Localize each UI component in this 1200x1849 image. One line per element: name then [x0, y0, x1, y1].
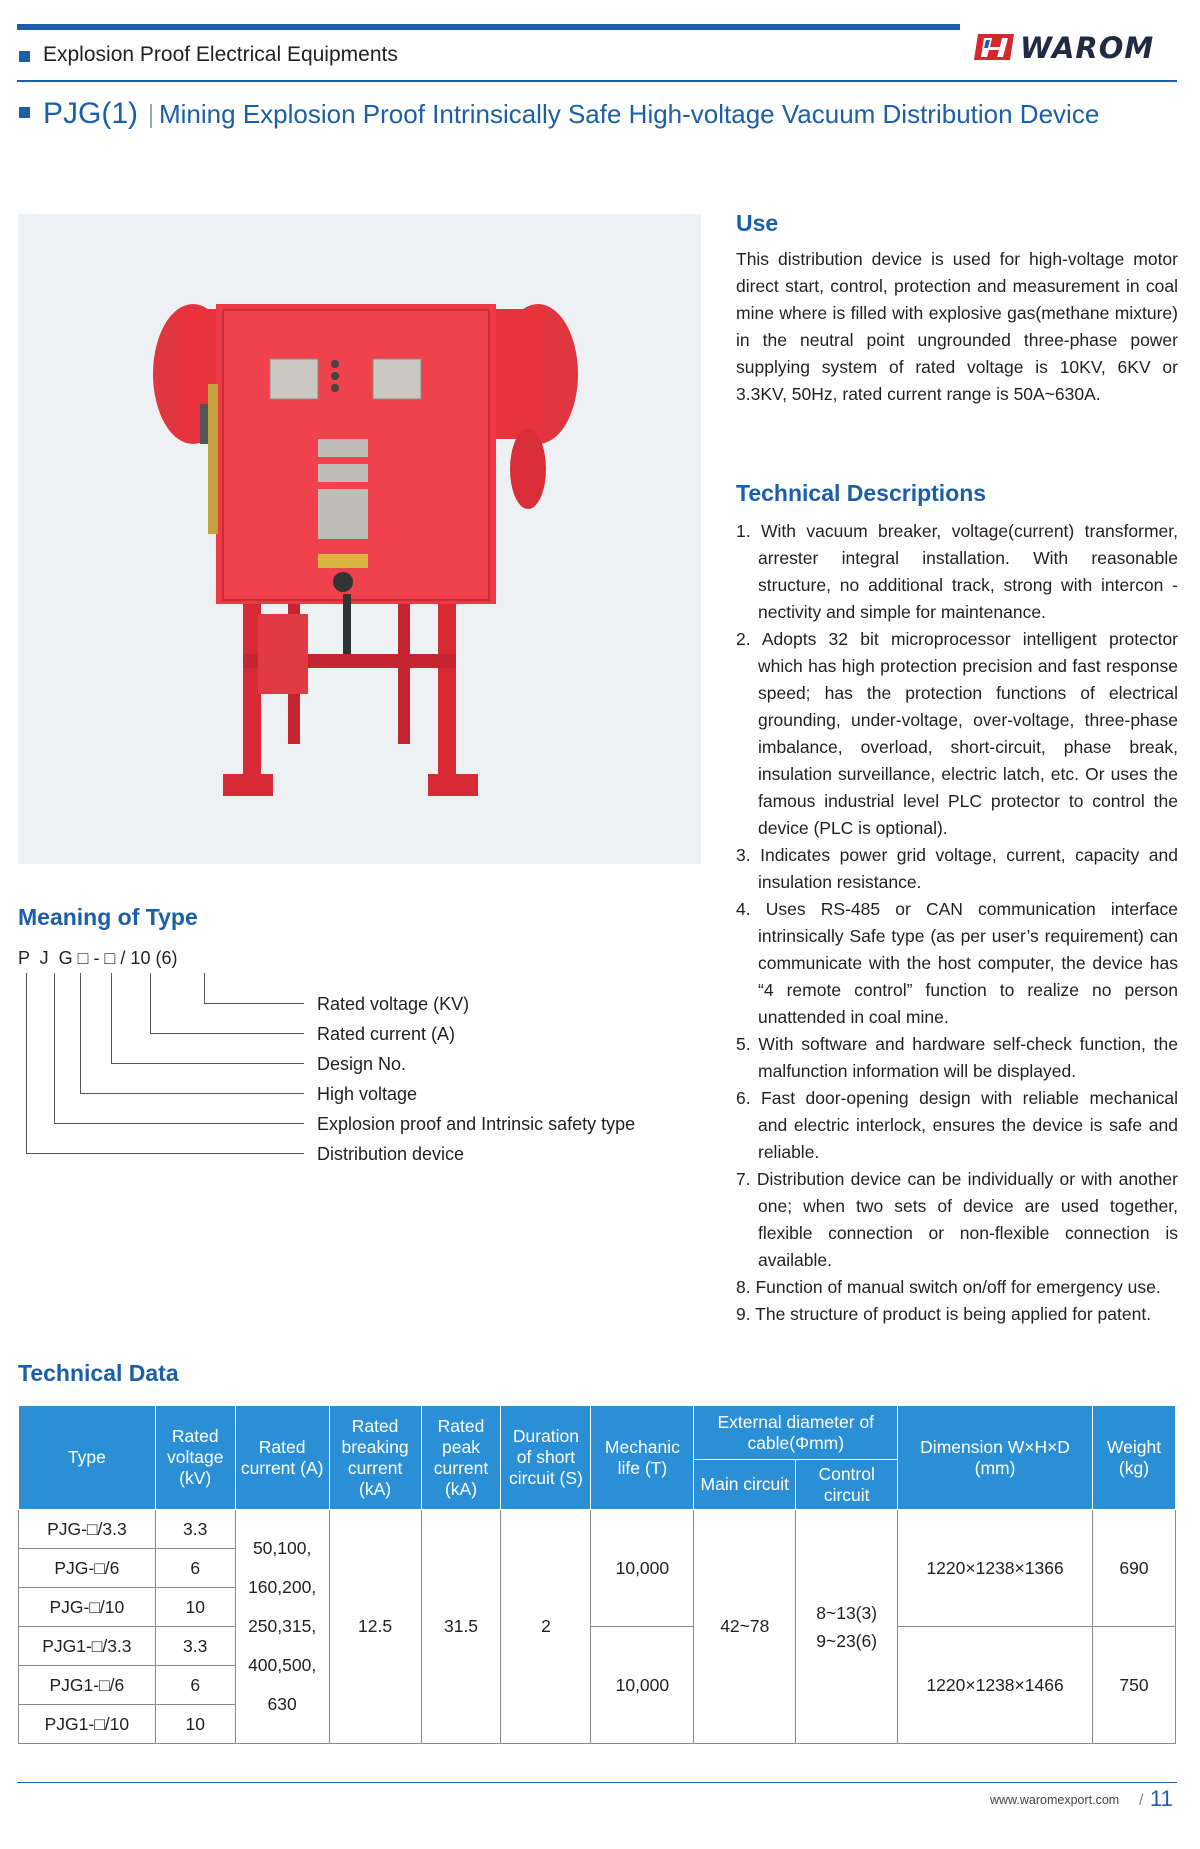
description-item: 2. Adopts 32 bit microprocessor intelligent protector which has high protection precision and fast response speed; has the protection functions of electrical grounding, under-voltage, over-voltage, three-phase imbalance, overload, short-circuit, phase break, insulation surveillance, electric latch, etc. Or uses the famous industrial level PLC protector to control the device (PLC is optional). [736, 629, 1178, 838]
cell-type: PJG-□/10 [19, 1588, 156, 1627]
header-main-circuit: Main circuit [694, 1460, 796, 1510]
header-rated-voltage: Rated voltage (kV) [155, 1406, 235, 1510]
header-duration: Duration of short circuit (S) [501, 1406, 591, 1510]
cell-rated-current: 50,100, 160,200, 250,315, 400,500, 630 [235, 1510, 329, 1744]
technical-descriptions-list [736, 518, 1178, 1328]
cell-voltage: 3.3 [155, 1510, 235, 1549]
description-item: 3. Indicates power grid voltage, current, capacity and insulation resistance. [736, 845, 1178, 892]
meaning-of-type-heading: Meaning of Type [18, 904, 198, 930]
cell-rated-peak: 31.5 [421, 1510, 501, 1744]
cell-voltage: 3.3 [155, 1627, 235, 1666]
diagram-line [204, 973, 205, 1003]
cell-voltage: 6 [155, 1666, 235, 1705]
diagram-line [111, 1063, 304, 1064]
svg-text:WAROM: WAROM [1020, 31, 1155, 65]
cell-type: PJG-□/6 [19, 1549, 156, 1588]
type-label: Distribution device [317, 1144, 465, 1164]
cell-rated-breaking: 12.5 [329, 1510, 421, 1744]
header-weight: Weight (kg) [1092, 1406, 1175, 1510]
header-dimension: Dimension W×H×D (mm) [898, 1406, 1093, 1510]
page-title: Mining Explosion Proof Intrinsically Safe High-voltage Vacuum Distribution Device [159, 99, 1100, 129]
page-number: 11 [1150, 1786, 1173, 1811]
header-external-diameter: External diameter of cable(Φmm) [694, 1406, 898, 1460]
use-heading: Use [736, 210, 779, 236]
description-item: 6. Fast door-opening design with reliable mechanical and electric interlock, ensures the device is safe and reliable. [736, 1088, 1178, 1162]
header-divider [17, 80, 1177, 82]
type-label: Rated current (A) [317, 1024, 456, 1044]
model-number: PJG(1) [43, 97, 139, 130]
diagram-line [111, 973, 112, 1063]
header-rated-peak: Rated peak current (kA) [421, 1406, 501, 1510]
cell-dimension: 1220×1238×1466 [898, 1627, 1093, 1744]
type-label: Rated voltage (KV) [317, 994, 470, 1014]
diagram-line [54, 973, 55, 1123]
product-image [18, 214, 701, 864]
header-control-circuit: Control circuit [796, 1460, 898, 1510]
technical-descriptions-heading: Technical Descriptions [736, 480, 987, 506]
cell-type: PJG1-□/10 [19, 1705, 156, 1744]
warom-logo [972, 28, 1177, 66]
cell-type: PJG1-□/6 [19, 1666, 156, 1705]
technical-data-heading: Technical Data [18, 1360, 179, 1386]
header-mechanic-life: Mechanic life (T) [591, 1406, 694, 1510]
header-type: Type [19, 1406, 156, 1510]
type-label: Explosion proof and Intrinsic safety type [317, 1114, 636, 1134]
technical-data-table [18, 1405, 1176, 1744]
cell-dimension: 1220×1238×1366 [898, 1510, 1093, 1627]
header-rated-current: Rated current (A) [235, 1406, 329, 1510]
category-title: Explosion Proof Electrical Equipments [43, 43, 398, 66]
use-text: This distribution device is used for high-voltage motor direct start, control, protection and measurement in coal mine where is filled with explosive gas(methane mixture) in the neutral point ungrounded three-phase power supplying system of rated voltage is 10KV, 6KV or 3.3KV, 50Hz, rated current range is 50A~630A. [736, 249, 1178, 404]
header-rated-breaking: Rated breaking current (kA) [329, 1406, 421, 1510]
type-label: Design No. [317, 1054, 407, 1074]
description-item: 1. With vacuum breaker, voltage(current) transformer, arrester integral installation. With reasonable structure, no additional track, strong with intercon -nectivity and simple for maintenance. [736, 521, 1178, 622]
diagram-line [26, 973, 27, 1153]
diagram-line [150, 1033, 304, 1034]
cell-type: PJG-□/3.3 [19, 1510, 156, 1549]
diagram-line [204, 1003, 304, 1004]
bullet-square [19, 107, 30, 118]
type-code: P J G □ - □ / 10 (6) [18, 948, 178, 968]
cell-mechanic-life: 10,000 [591, 1510, 694, 1627]
diagram-line [26, 1153, 304, 1154]
description-item: 7. Distribution device can be individually or with another one; when two sets of device are used together, flexible connection or non-flexible connection is available. [736, 1169, 1178, 1270]
cell-main-circuit: 42~78 [694, 1510, 796, 1744]
cell-control-circuit: 8~13(3) 9~23(6) [796, 1510, 898, 1744]
diagram-line [80, 973, 81, 1093]
header-top-bar [17, 24, 960, 30]
footer-divider [17, 1782, 1177, 1783]
cell-voltage: 6 [155, 1549, 235, 1588]
description-item: 9. The structure of product is being applied for patent. [736, 1304, 1152, 1324]
diagram-line [54, 1123, 304, 1124]
footer-url[interactable]: www.waromexport.com [990, 1793, 1120, 1807]
cell-voltage: 10 [155, 1705, 235, 1744]
type-label: High voltage [317, 1084, 418, 1104]
cell-duration: 2 [501, 1510, 591, 1744]
diagram-line [80, 1093, 304, 1094]
cell-voltage: 10 [155, 1588, 235, 1627]
page-separator: / [1139, 1792, 1144, 1809]
description-item: 8. Function of manual switch on/off for emergency use. [736, 1277, 1161, 1297]
cell-mechanic-life: 10,000 [591, 1627, 694, 1744]
description-item: 5. With software and hardware self-check function, the malfunction information will be displayed. [736, 1034, 1178, 1081]
diagram-line [150, 973, 151, 1033]
description-item: 4. Uses RS-485 or CAN communication interface intrinsically Safe type (as per user’s requirement) can communicate with the host computer, the device has “4 remote control” function to realize no person unattended in coal mine. [736, 899, 1178, 1027]
cell-weight: 690 [1092, 1510, 1175, 1627]
bullet-square [19, 51, 30, 62]
cell-type: PJG1-□/3.3 [19, 1627, 156, 1666]
title-separator [150, 104, 152, 128]
cell-weight: 750 [1092, 1627, 1175, 1744]
